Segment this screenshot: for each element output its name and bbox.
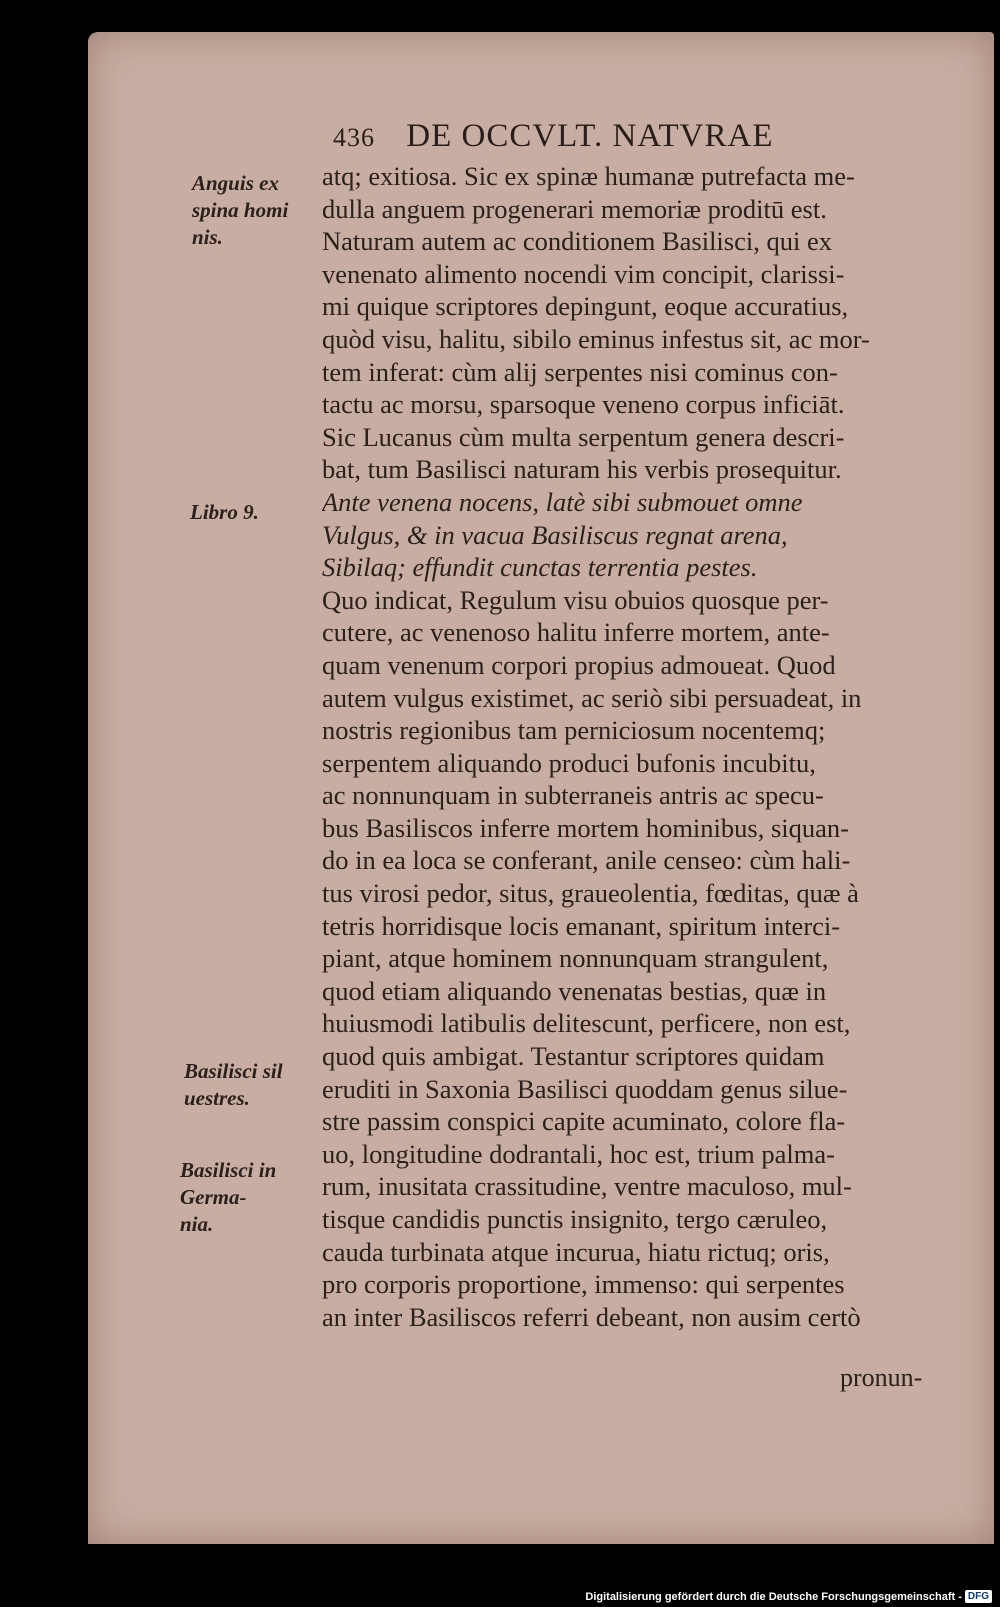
- text-line: quam venenum corpori propius admoueat. Quod: [322, 649, 836, 680]
- text-line: tactu ac morsu, sparsoque veneno corpus inficiāt.: [322, 389, 845, 420]
- text-line: quod etiam aliquando venenatas bestias, quæ in: [322, 975, 827, 1006]
- text-line: rum, inusitata crassitudine, ventre maculoso, mul-: [322, 1171, 852, 1202]
- running-header: [333, 118, 774, 155]
- text-line: uo, longitudine dodrantali, hoc est, trium palma-: [322, 1138, 835, 1169]
- text-line: tisque candidis punctis insignito, tergo cæruleo,: [322, 1204, 828, 1234]
- margin-note-line: spina homi: [192, 198, 289, 222]
- margin-note-line: nis.: [192, 225, 223, 249]
- text-line: tus virosi pedor, situs, graueolentia, fœditas, quæ à: [322, 878, 859, 909]
- margin-note-line: Basilisci sil: [184, 1059, 283, 1083]
- text-line: bat, tum Basilisci naturam his verbis prosequitur.: [322, 454, 842, 485]
- margin-note-line: Anguis ex: [192, 171, 279, 195]
- text-line: autem vulgus existimet, ac seriò sibi persuadeat, in: [322, 682, 862, 713]
- text-line: piant, atque hominem nonnunquam strangulent,: [322, 943, 829, 974]
- verse-line: Sibilaq; effundit cunctas terrentia pestes.: [322, 552, 758, 583]
- margin-note-basilisci-silvestres: [184, 1058, 283, 1112]
- text-line: atq; exitiosa. Sic ex spinæ humanæ putrefacta me-: [322, 161, 855, 191]
- margin-note-line: Basilisci in: [180, 1158, 277, 1182]
- text-line: quod quis ambigat. Testantur scriptores quidam: [322, 1041, 825, 1072]
- page-number: 436: [333, 123, 375, 152]
- margin-note-line: Germa-: [180, 1185, 247, 1209]
- margin-note-line: Libro 9.: [190, 500, 259, 524]
- footer-text: Digitalisierung gefördert durch die Deutsche Forschungsgemeinschaft -: [585, 1590, 962, 1603]
- text-line: tetris horridisque locis emanant, spiritum interci-: [322, 910, 841, 941]
- verse-line: Vulgus, & in vacua Basiliscus regnat arena,: [322, 519, 788, 550]
- text-line: huiusmodi latibulis delitescunt, perficere, non est,: [322, 1008, 851, 1039]
- verse-line: Ante venena nocens, latè sibi submouet omne: [322, 486, 803, 517]
- text-line: venenato alimento nocendi vim concipit, clarissi-: [322, 258, 845, 289]
- dfg-logo: DFG: [965, 1590, 992, 1603]
- text-line: quòd visu, halitu, sibilo eminus infestus sit, ac mor-: [322, 323, 870, 354]
- text-line: pro corporis proportione, immenso: qui serpentes: [322, 1269, 845, 1300]
- text-line: Sic Lucanus cùm multa serpentum genera descri-: [322, 421, 845, 452]
- text-line: dulla anguem progenerari memoriæ proditū est.: [322, 193, 827, 224]
- text-line: eruditi in Saxonia Basilisci quoddam genus silue-: [322, 1073, 848, 1104]
- digitization-footer: [585, 1590, 992, 1603]
- running-title: DE OCCVLT. NATVRAE: [406, 118, 774, 154]
- text-line: bus Basiliscos inferre mortem hominibus, siquan-: [322, 812, 849, 843]
- text-line: mi quique scriptores depingunt, eoque accuratius,: [322, 291, 849, 322]
- text-line: an inter Basiliscos referri debeant, non ausim certò: [322, 1301, 861, 1332]
- text-line: stre passim conspici capite acuminato, colore fla-: [322, 1106, 846, 1137]
- margin-note-basilisci-germania: [180, 1157, 276, 1238]
- catchword: pronun-: [840, 1363, 923, 1392]
- text-line: serpentem aliquando produci bufonis incubitu,: [322, 747, 816, 778]
- text-line: ac nonnunquam in subterraneis antris ac specu-: [322, 780, 824, 811]
- text-line: cutere, ac venenoso halitu inferre mortem, ante-: [322, 617, 830, 648]
- body-text: [322, 160, 962, 1333]
- text-line: Quo indicat, Regulum visu obuios quosque per-: [322, 584, 829, 615]
- text-line: Naturam autem ac conditionem Basilisci, qui ex: [322, 226, 832, 257]
- text-line: nostris regionibus tam perniciosum nocentemq;: [322, 715, 826, 746]
- margin-note-libro: [190, 499, 259, 526]
- text-line: cauda turbinata atque incurua, hiatu rictuq; oris,: [322, 1236, 830, 1267]
- margin-note-anguis: [192, 170, 288, 251]
- margin-note-line: nia.: [180, 1212, 214, 1236]
- margin-note-line: uestres.: [184, 1086, 250, 1110]
- text-line: do in ea loca se conferant, anile censeo: cùm hali-: [322, 845, 851, 876]
- text-line: tem inferat: cùm alij serpentes nisi cominus con-: [322, 356, 838, 387]
